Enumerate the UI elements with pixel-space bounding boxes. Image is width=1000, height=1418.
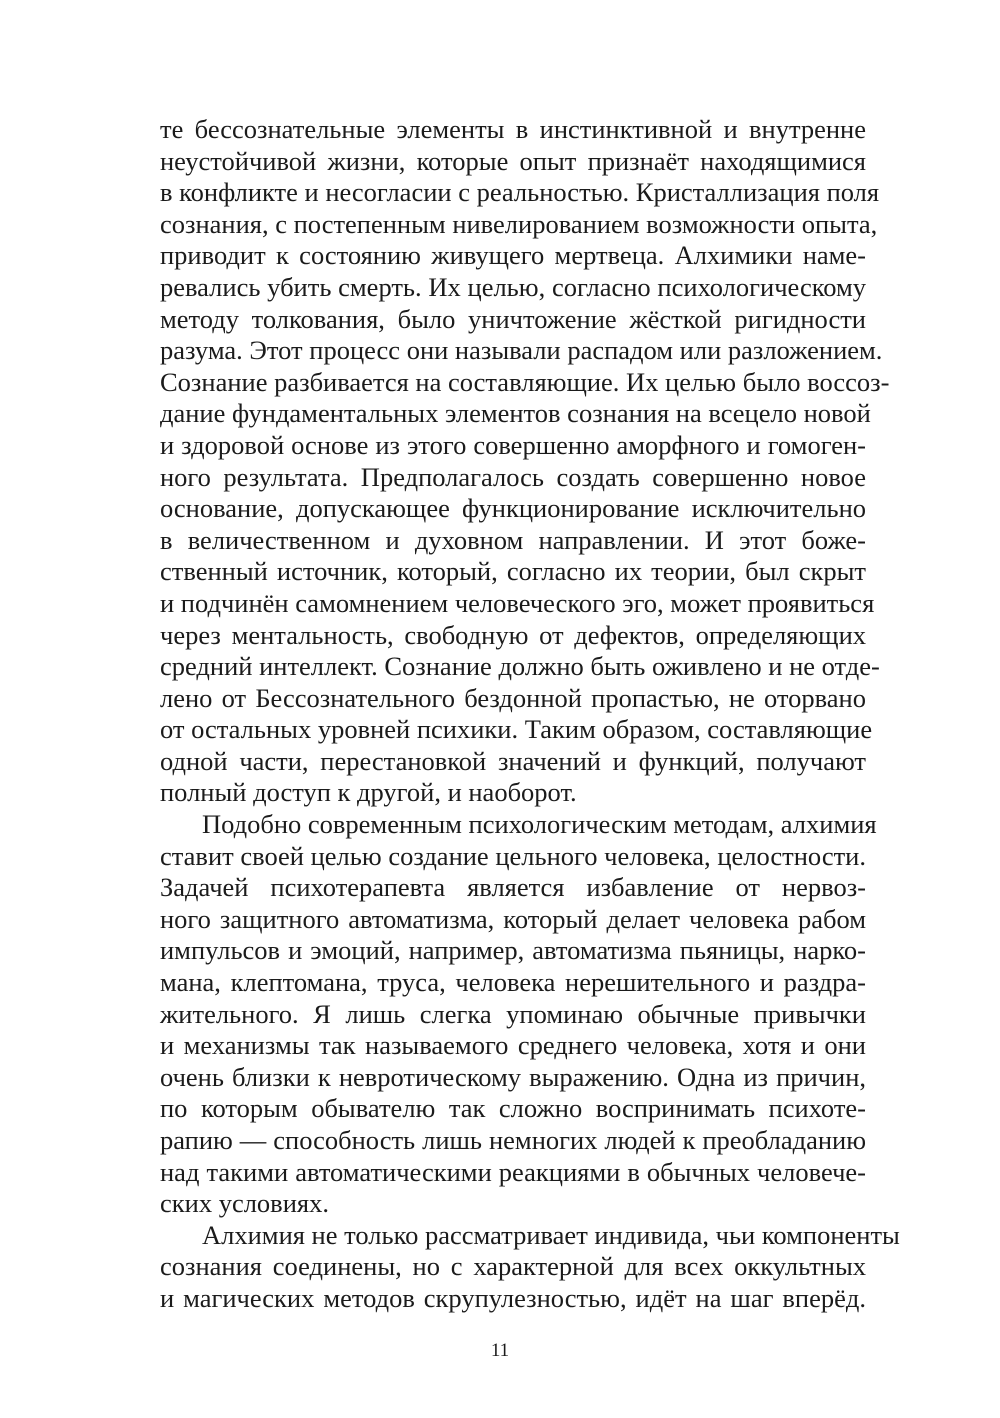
text-line: средний интеллект. Сознание должно быть оживлено и не отде- (160, 651, 880, 682)
text-line: ставит своей целью создание цельного человека, целостности. (160, 840, 866, 871)
text-line: методу толкования, было уничтожение жёсткой ригидности (160, 303, 866, 334)
text-line: ревались убить смерть. Их целью, согласно психологическому (160, 271, 866, 302)
text-line: и механизмы так называемого среднего человека, хотя и они (160, 1030, 866, 1061)
page-number: 11 (490, 1340, 510, 1361)
text-line: основание, допускающее функционирование исключительно (160, 493, 866, 524)
text-line: те бессознательные элементы в инстинктивной и внутренне (160, 114, 866, 144)
paragraph-2 (160, 809, 877, 1220)
text-line: ного результата. Предполагалось создать совершенно новое (160, 461, 866, 492)
text-line: от остальных уровней психики. Таким образом, составляющие (160, 714, 873, 745)
text-line: сознания, с постепенным нивелированием возможности опыта, (160, 208, 878, 239)
text-line: в величественном и духовном направлении. И этот боже- (160, 524, 866, 555)
text-line: ного защитного автоматизма, который делает человека рабом (160, 903, 866, 934)
paragraph-1 (160, 114, 890, 809)
text-line: и здоровой основе из этого совершенно аморфного и гомоген- (160, 429, 866, 460)
text-line: сознания соединены, но с характерной для всех оккультных (160, 1251, 866, 1282)
paragraph-3 (160, 1219, 900, 1315)
text-line: и магических методов скрупулезностью, идёт на шаг вперёд. (160, 1282, 866, 1313)
text-line: полный доступ к другой, и наоборот. (160, 777, 577, 808)
body-text (160, 114, 900, 1315)
text-line: в конфликте и несогласии с реальностью. Кристаллизация поля (160, 177, 880, 208)
text-line: Задачей психотерапевта является избавление от нервоз- (160, 872, 866, 903)
text-line: ственный источник, который, согласно их теории, был скрыт (160, 556, 866, 587)
text-line: приводит к состоянию живущего мертвеца. Алхимики наме- (160, 240, 866, 271)
text-line: Алхимия не только рассматривает индивида, чьи компоненты (202, 1219, 900, 1250)
text-line: над такими автоматическими реакциями в обычных человече- (160, 1156, 866, 1187)
text-line: и подчинён самомнением человеческого эго, может проявиться (160, 587, 875, 618)
text-line: мана, клептомана, труса, человека нерешительного и раздра- (160, 967, 866, 998)
text-line: через ментальность, свободную от дефектов, определяющих (160, 619, 866, 650)
text-line: жительного. Я лишь слегка упоминаю обычные привычки (160, 998, 866, 1029)
text-line: Подобно современным психологическим методам, алхимия (202, 809, 877, 840)
text-line: Сознание разбивается на составляющие. Их целью было воссоз- (160, 366, 890, 397)
text-line: разума. Этот процесс они называли распадом или разложением. (160, 335, 883, 366)
text-line: лено от Бессознательного бездонной пропастью, не оторвано (160, 682, 866, 713)
text-line: импульсов и эмоций, например, автоматизма пьяницы, нарко- (160, 935, 866, 966)
text-line: по которым обывателю так сложно воспринимать психоте- (160, 1093, 866, 1124)
text-line: дание фундаментальных элементов сознания на всецело новой (160, 398, 871, 429)
text-line: очень близки к невротическому выражению. Одна из причин, (160, 1061, 866, 1092)
text-line: неустойчивой жизни, которые опыт признаёт находящимися (160, 145, 866, 176)
text-line: рапию — способность лишь немногих людей к преобладанию (160, 1125, 866, 1155)
text-line: одной части, перестановкой значений и функций, получают (160, 745, 866, 776)
text-line: ских условиях. (160, 1188, 329, 1219)
